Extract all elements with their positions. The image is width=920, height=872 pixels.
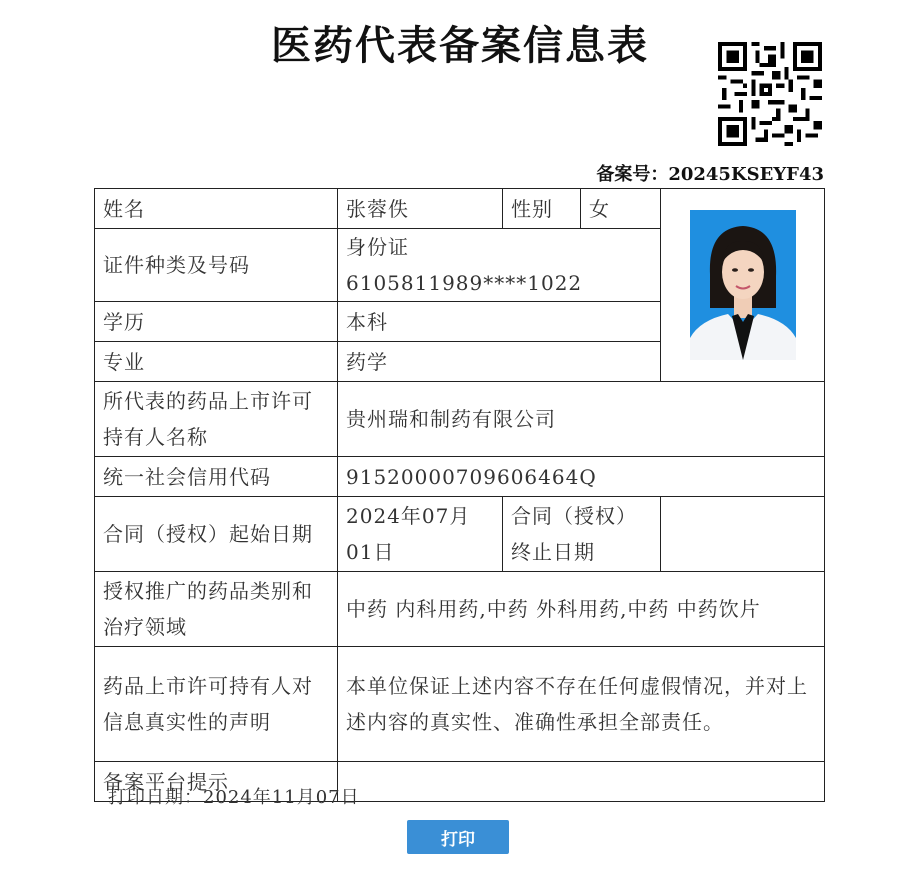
holder-label: 所代表的药品上市许可持有人名称 <box>95 382 338 457</box>
major-label: 专业 <box>95 342 338 382</box>
holder-value: 贵州瑞和制药有限公司 <box>338 382 825 457</box>
gender-value: 女 <box>581 189 661 229</box>
platform-tip-value <box>338 762 825 802</box>
platform-tip-label: 备案平台提示 <box>95 762 338 802</box>
photo <box>690 210 796 360</box>
print-button[interactable]: 打印 <box>407 820 509 854</box>
contract-start-label: 合同（授权）起始日期 <box>95 497 338 572</box>
declaration-value: 本单位保证上述内容不存在任何虚假情况，并对上述内容的真实性、准确性承担全部责任。 <box>338 647 825 762</box>
contract-start-value: 2024年07月01日 <box>338 497 503 572</box>
declaration-label: 药品上市许可持有人对信息真实性的声明 <box>95 647 338 762</box>
qr-code-icon <box>718 42 822 146</box>
major-value: 药学 <box>338 342 661 382</box>
print-date: 打印日期：2024年11月07日 <box>108 787 360 808</box>
scope-label: 授权推广的药品类别和治疗领域 <box>95 572 338 647</box>
info-table <box>94 188 825 802</box>
name-value: 张蓉佚 <box>338 189 503 229</box>
record-number-label: 备案号： <box>596 164 669 185</box>
gender-label: 性别 <box>503 189 581 229</box>
page-title: 医药代表备案信息表 <box>271 22 649 69</box>
id-label: 证件种类及号码 <box>95 229 338 302</box>
photo-cell <box>661 189 825 382</box>
education-value: 本科 <box>338 302 661 342</box>
record-number <box>596 160 824 186</box>
credit-code-label: 统一社会信用代码 <box>95 457 338 497</box>
id-value: 身份证 6105811989****1022 <box>338 229 661 302</box>
scope-value: 中药 内科用药,中药 外科用药,中药 中药饮片 <box>338 572 825 647</box>
name-label: 姓名 <box>95 189 338 229</box>
record-number-value: 20245KSEYF43 <box>668 164 824 185</box>
contract-end-value <box>661 497 825 572</box>
contract-end-label: 合同（授权）终止日期 <box>503 497 661 572</box>
credit-code-value: 91520000709606464Q <box>338 457 825 497</box>
education-label: 学历 <box>95 302 338 342</box>
